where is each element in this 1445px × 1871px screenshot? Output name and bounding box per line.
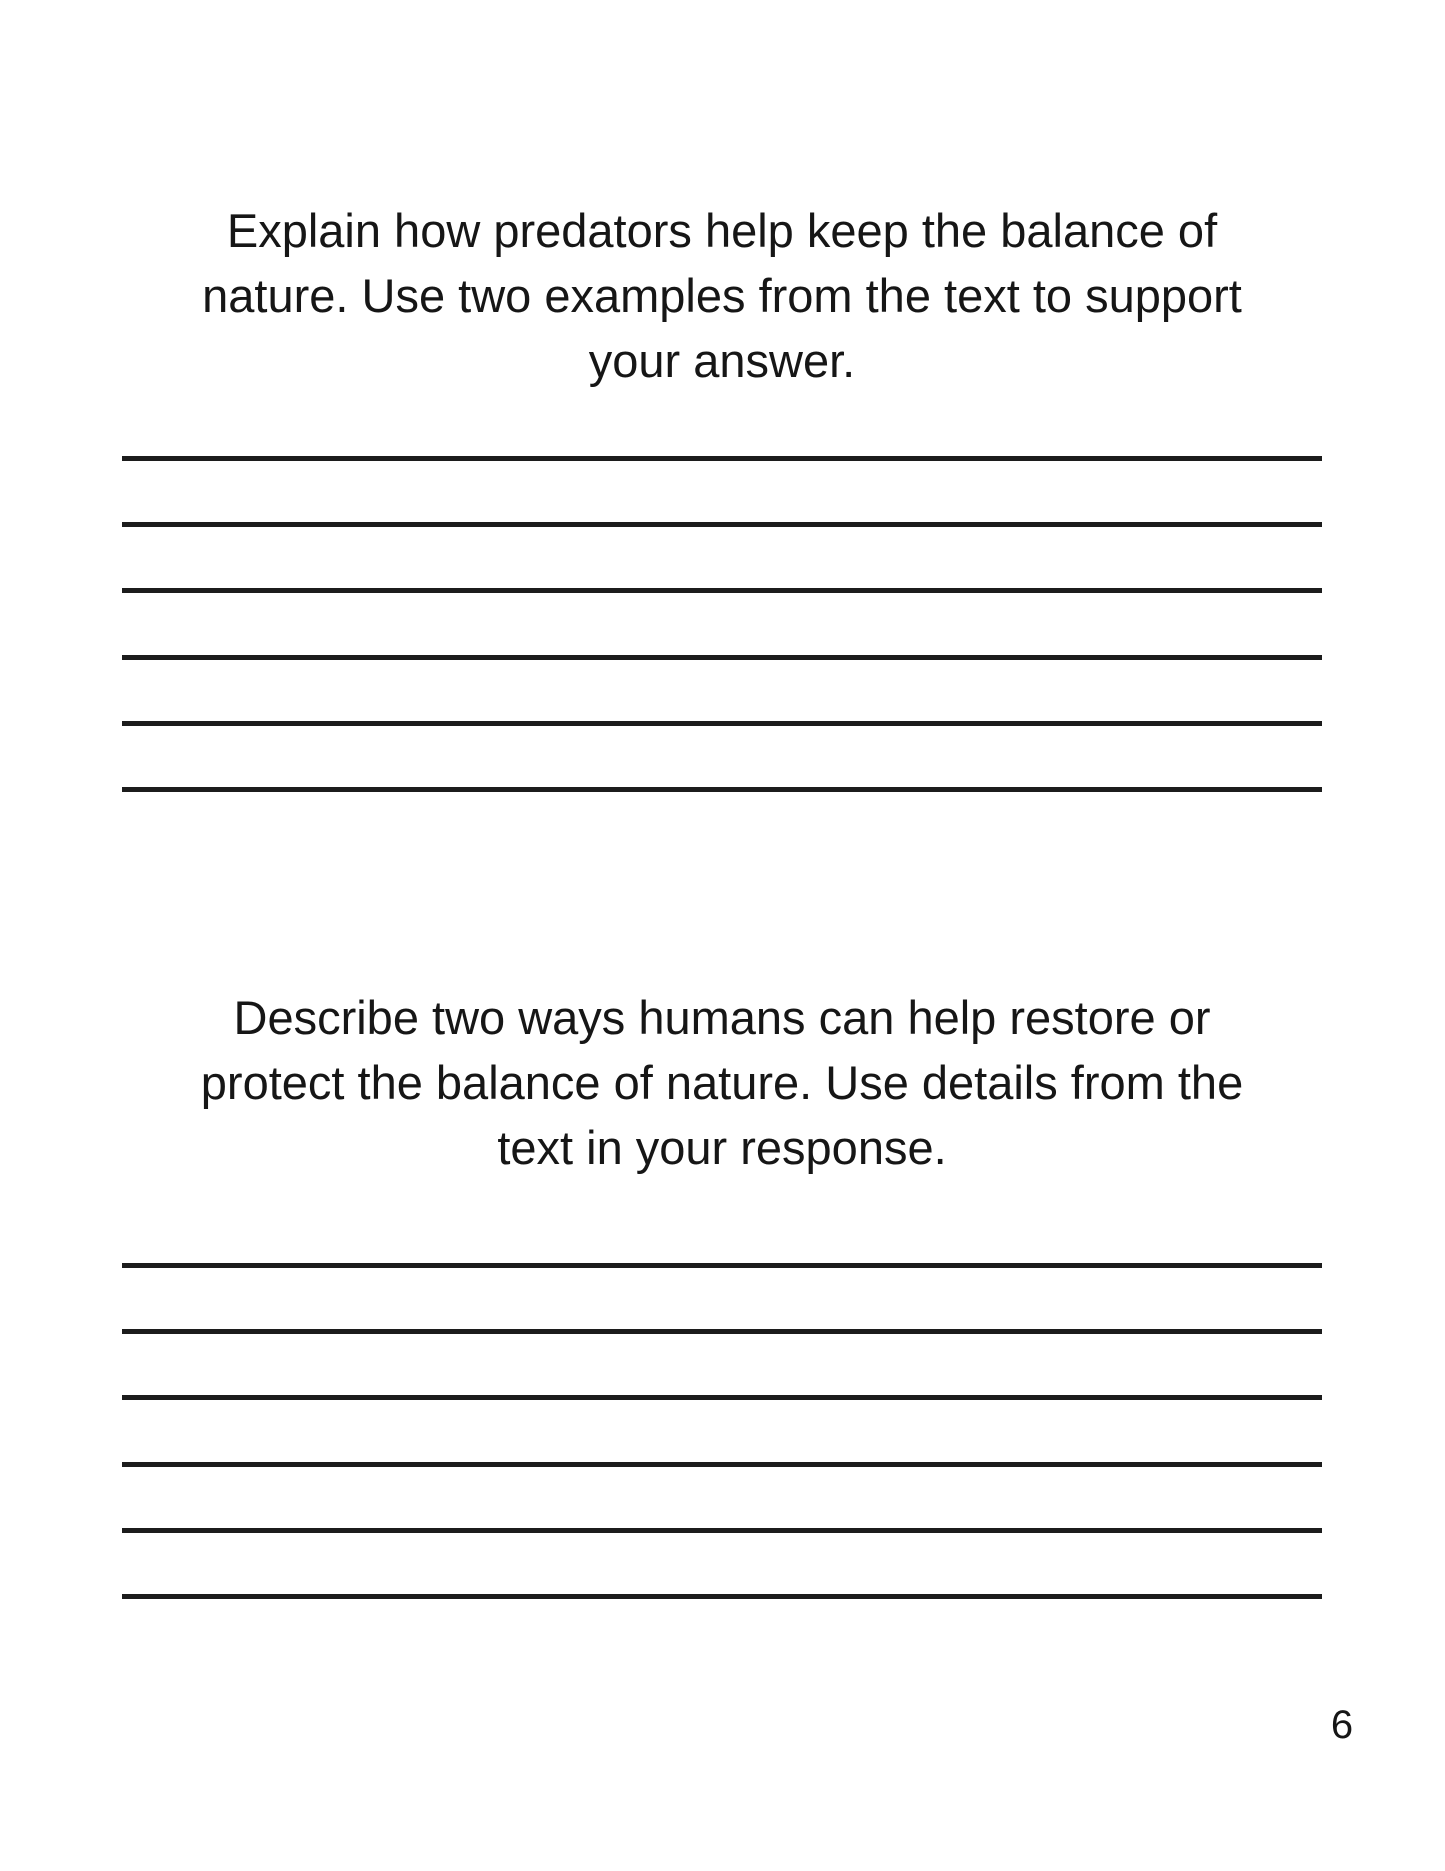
question-2-line-3: text in your response.	[497, 1121, 947, 1174]
question-1-line-3: your answer.	[588, 334, 856, 387]
answer-line[interactable]	[122, 1594, 1322, 1599]
answer-line[interactable]	[122, 522, 1322, 527]
question-2-line-1: Describe two ways humans can help restore or	[233, 991, 1211, 1044]
answer-line[interactable]	[122, 1263, 1322, 1268]
answer-line[interactable]	[122, 655, 1322, 660]
answer-line[interactable]	[122, 787, 1322, 792]
answer-line[interactable]	[122, 456, 1322, 461]
answer-line[interactable]	[122, 1395, 1322, 1400]
answer-line[interactable]	[122, 1528, 1322, 1533]
question-1-line-2: nature. Use two examples from the text to support	[202, 269, 1242, 322]
question-1-prompt	[122, 198, 1322, 393]
answer-line[interactable]	[122, 721, 1322, 726]
page-number: 6	[1330, 1703, 1354, 1747]
answer-line[interactable]	[122, 588, 1322, 593]
question-2-line-2: protect the balance of nature. Use details from the	[200, 1056, 1244, 1109]
question-1-line-1: Explain how predators help keep the balance of	[226, 204, 1218, 257]
answer-line[interactable]	[122, 1462, 1322, 1467]
answer-line[interactable]	[122, 1329, 1322, 1334]
question-2-prompt	[122, 985, 1322, 1180]
